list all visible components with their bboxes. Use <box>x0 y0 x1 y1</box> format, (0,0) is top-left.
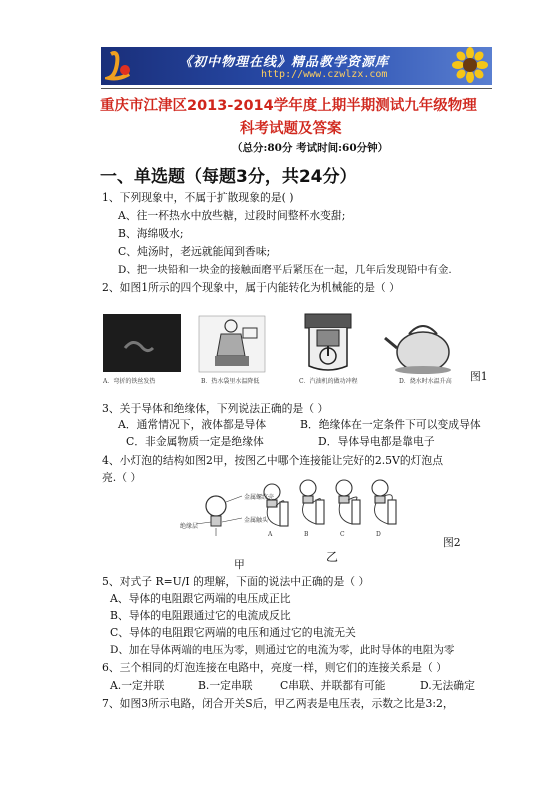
label-metal-contact: 金属触头 <box>244 517 269 524</box>
sunflower-icon <box>450 47 490 85</box>
option-letter-c: C <box>340 531 345 538</box>
score-info: （总分:80分 考试时间:60分钟） <box>232 142 389 154</box>
q1-option-c: C、炖汤时，老远就能闻到香味; <box>118 245 271 258</box>
option-letter-d: D <box>376 531 381 538</box>
paper-title-line1: 重庆市江津区2013-2014学年度上期半期测试九年级物理 <box>100 98 477 114</box>
option-letter-a: A <box>268 531 273 538</box>
q6-stem: 6、三个相同的灯泡连接在电路中，亮度一样，则它们的连接关系是（ ） <box>102 661 448 674</box>
paper-title-line2: 科考试题及答案 <box>240 121 342 137</box>
q7-stem: 7、如图3所示电路，闭合开关S后，甲乙两表是电压表，示数之比是3:2， <box>102 697 454 710</box>
q1-option-b: B、海绵吸水; <box>118 227 184 240</box>
q4-stem-line2: 亮.（ ） <box>102 471 142 484</box>
figure-1-label: 图1 <box>470 370 488 383</box>
q3-option-d: D．导体导电都是靠电子 <box>318 435 435 448</box>
header-banner <box>101 47 492 85</box>
q5-option-d: D、加在导体两端的电压为零，则通过它的电流为零，此时导体的电阻为零 <box>110 644 455 656</box>
q3-option-a: A．通常情况下，液体都是导体 <box>118 418 267 431</box>
figure-2-label: 图2 <box>443 536 461 549</box>
q1-option-d: D、把一块铅和一块金的接触面磨平后紧压在一起，几年后发现铅中有金. <box>118 264 452 276</box>
q6-option-d: D.无法确定 <box>420 679 475 692</box>
figure-1-caption-c: C．汽油机的做功冲程 <box>299 378 358 385</box>
q6-option-c: C串联、并联都有可能 <box>280 679 386 692</box>
q3-stem: 3、关于导体和绝缘体，下列说法正确的是（ ） <box>102 402 329 415</box>
option-letter-b: B <box>304 531 309 538</box>
q3-option-c: C．非金属物质一定是绝缘体 <box>126 435 264 448</box>
figure-1-caption-a: A．弯折的铁丝发热 <box>103 378 156 385</box>
q4-stem-line1: 4、小灯泡的结构如图2甲，按图乙中哪个连接能让完好的2.5V的灯泡点 <box>102 454 444 467</box>
banner-title: 《初中物理在线》精品教学资源库 <box>179 55 390 70</box>
figure-2-jia: 甲 <box>234 558 245 571</box>
figure-2 <box>180 478 420 546</box>
q6-option-b: B.一定串联 <box>198 679 253 692</box>
label-metal-tip: 金属螺纹壳 <box>244 494 275 501</box>
figure-2-yi: 乙 <box>326 550 339 564</box>
site-logo-icon <box>105 50 135 82</box>
q3-option-b: B．绝缘体在一定条件下可以变成导体 <box>300 418 481 431</box>
header-divider <box>101 88 492 89</box>
q6-option-a: A.一定并联 <box>110 679 165 692</box>
q5-option-c: C、导体的电阻跟它两端的电压和通过它的电流无关 <box>110 626 356 639</box>
q1-option-a: A、往一杯热水中放些糖，过段时间整杯水变甜; <box>118 209 346 222</box>
q5-option-a: A、导体的电阻跟它两端的电压成正比 <box>110 592 291 605</box>
figure-1-caption-d: D．烧水时水温升高 <box>399 378 452 385</box>
banner-url[interactable]: http://www.czwlzx.com <box>261 69 388 80</box>
q5-option-b: B、导体的电阻跟通过它的电流成反比 <box>110 609 291 622</box>
section-heading: 一、单选题（每题3分，共24分） <box>100 167 357 187</box>
q2-stem: 2、如图1所示的四个现象中，属于内能转化为机械能的是（ ） <box>102 281 400 294</box>
figure-1 <box>103 308 482 390</box>
q5-stem: 5、对式子 R=U/I 的理解，下面的说法中正确的是（ ） <box>102 575 370 588</box>
q1-stem: 1、下列现象中，不属于扩散现象的是( ) <box>102 191 294 204</box>
label-insulator: 绝缘层 <box>180 523 199 530</box>
figure-2-drawings <box>180 478 420 546</box>
figure-1-caption-b: B．热水袋里水温降低 <box>201 378 260 385</box>
